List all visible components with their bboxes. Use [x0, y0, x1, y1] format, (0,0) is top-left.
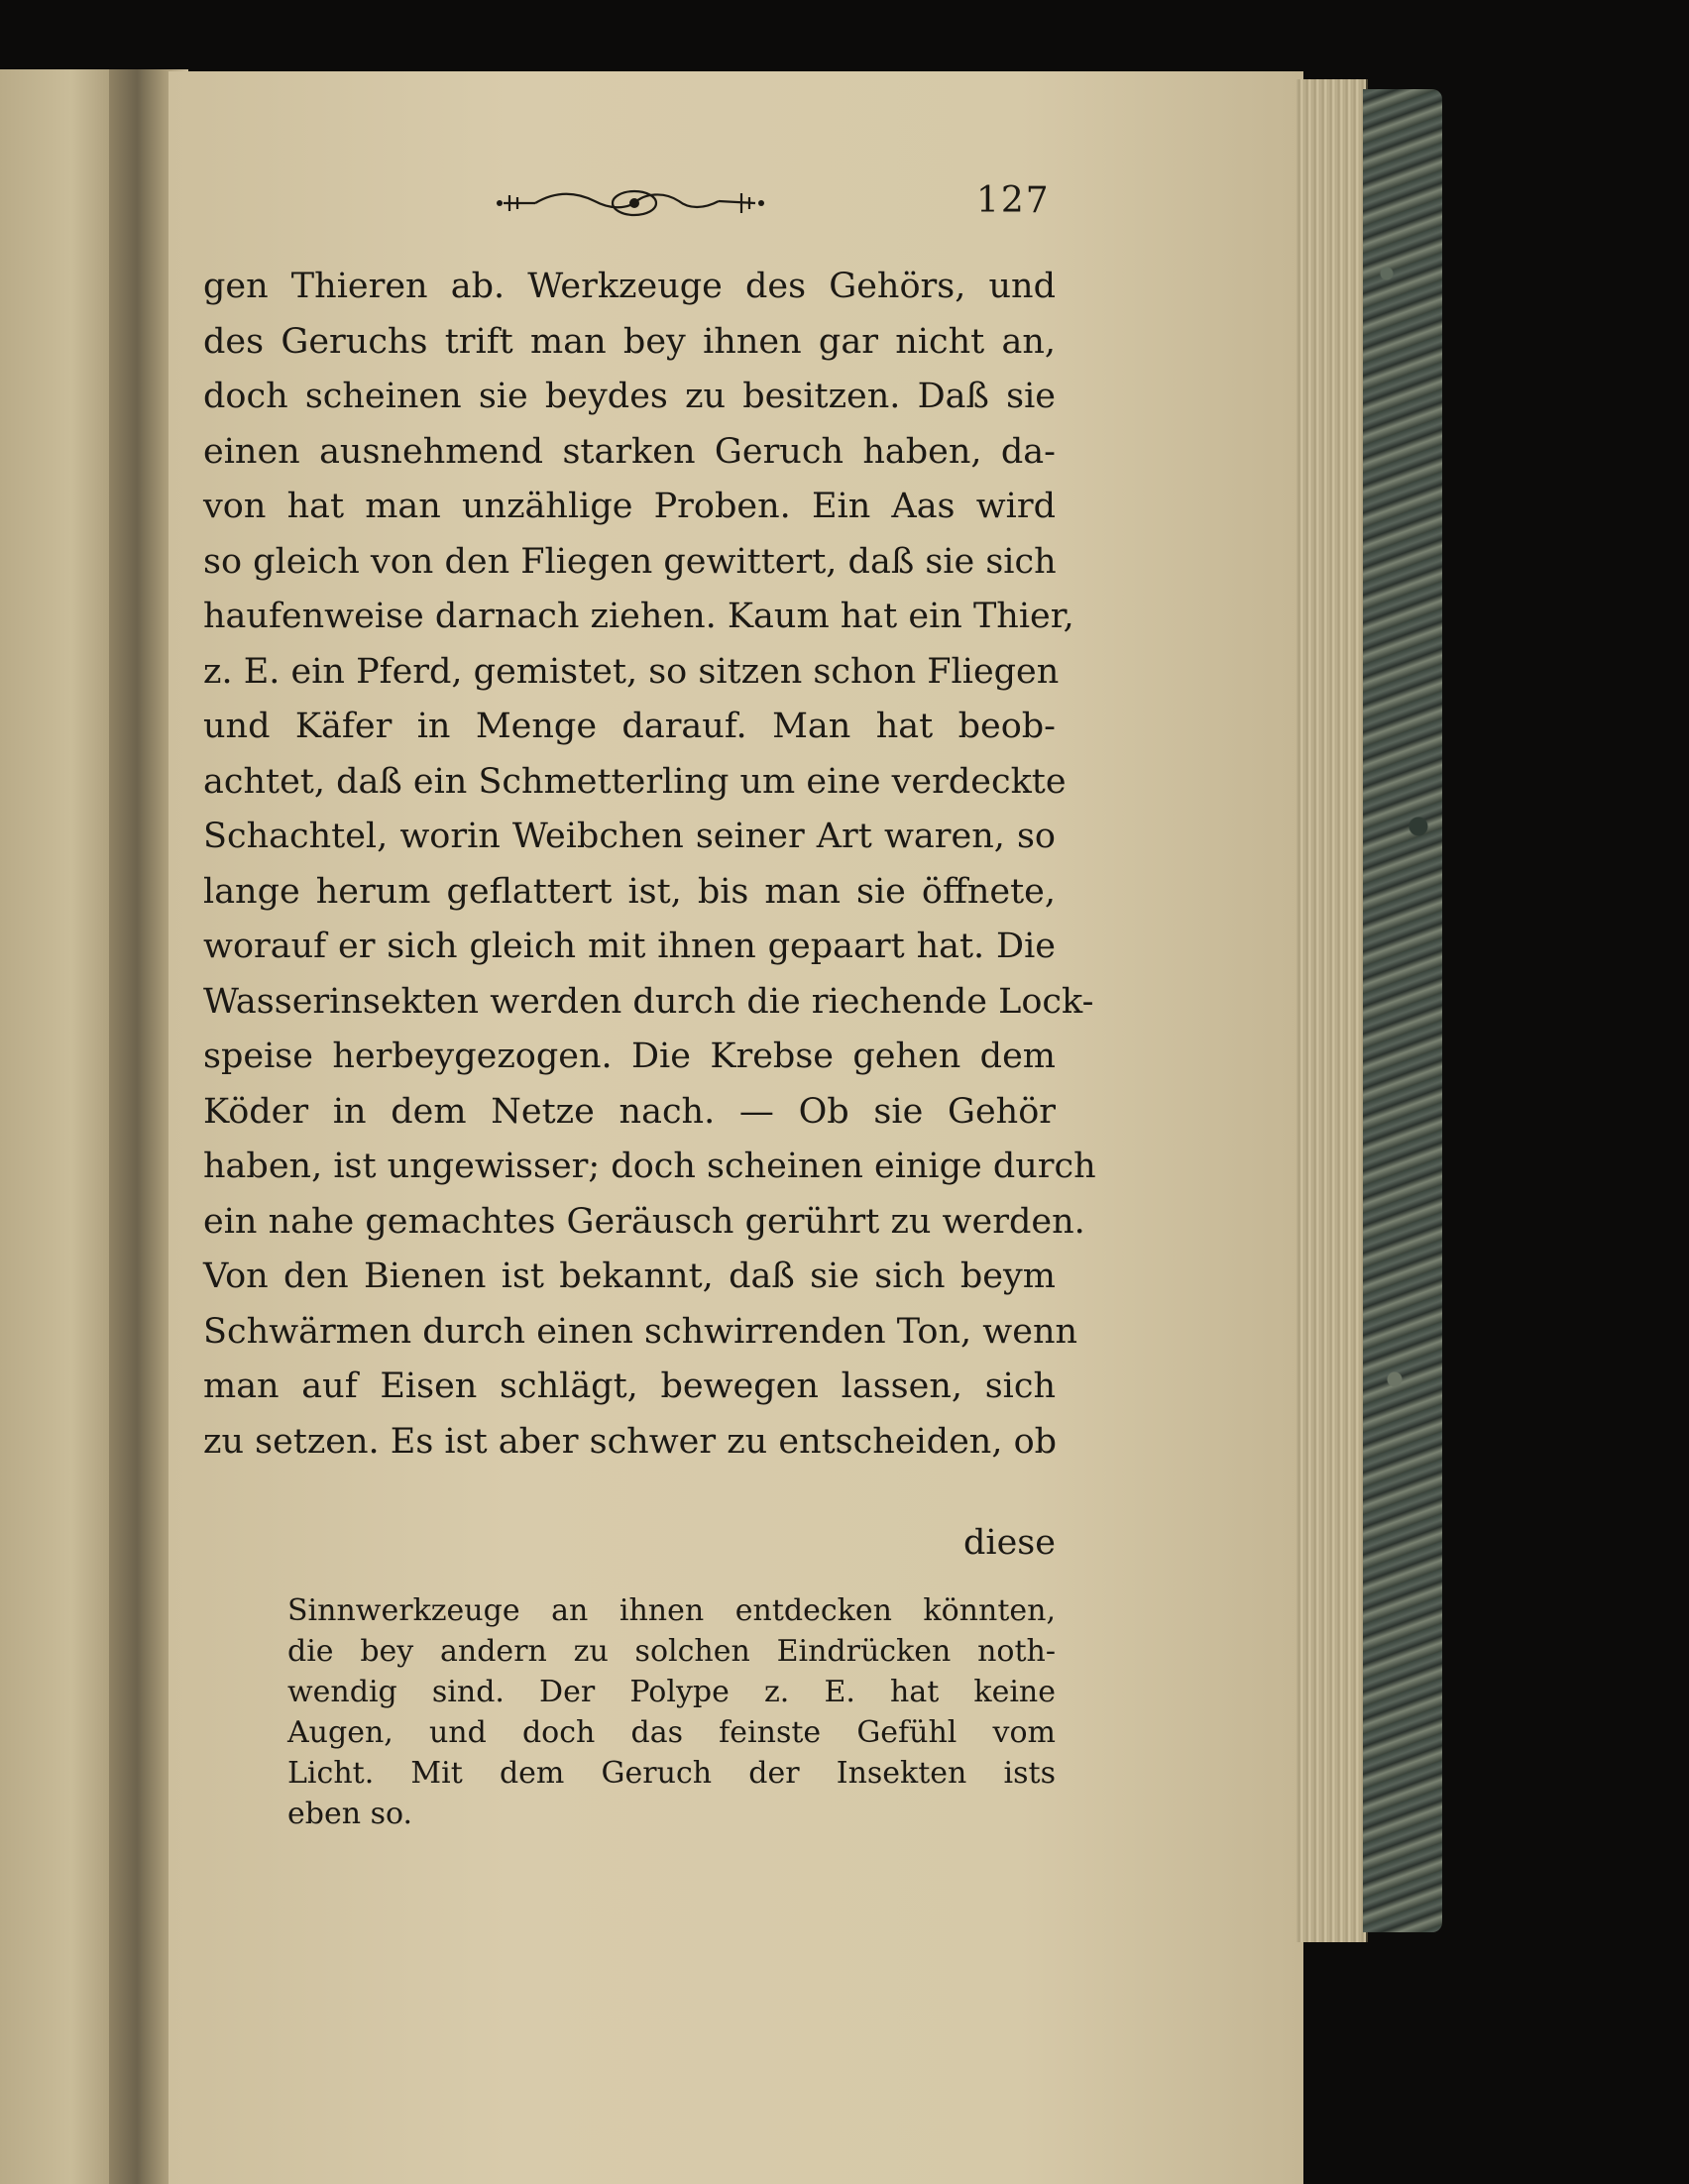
- text-line: einen ausnehmend starken Geruch haben, da-: [203, 431, 1056, 472]
- text-line: doch scheinen sie beydes zu besitzen. Daß sie: [203, 377, 1056, 416]
- marbled-cover: [1363, 89, 1442, 1932]
- footnote-line: Sinnwerkzeuge an ihnen entdecken könnten,: [287, 1593, 1056, 1628]
- text-line: und Käfer in Menge darauf. Man hat beob-: [203, 707, 1056, 746]
- footnote-line: wendig sind. Der Polype z. E. hat keine: [287, 1675, 1056, 1709]
- previous-page-edge: [0, 69, 119, 2184]
- text-line: Schwärmen durch einen schwirrenden Ton, wenn: [203, 1311, 1078, 1352]
- text-line: achtet, daß ein Schmetterling um eine verdeckte: [203, 761, 1067, 802]
- text-line: man auf Eisen schlägt, bewegen lassen, sich: [203, 1366, 1056, 1406]
- text-line: Wasserinsekten werden durch die riechende Lock-: [203, 981, 1094, 1022]
- text-line: worauf er sich gleich mit ihnen gepaart hat. Die: [203, 927, 1056, 966]
- main-text-block: [203, 260, 1096, 1470]
- text-line: ein nahe gemachtes Geräusch gerührt zu werden.: [203, 1201, 1085, 1242]
- text-line: speise herbeygezogen. Die Krebse gehen dem: [203, 1037, 1056, 1076]
- text-line: gen Thieren ab. Werkzeuge des Gehörs, und: [203, 267, 1056, 306]
- page-block-edges: [1296, 79, 1368, 1942]
- catchword: diese: [963, 1523, 1056, 1563]
- text-line: Schachtel, worin Weibchen seiner Art waren, so: [203, 817, 1056, 856]
- text-line: haben, ist ungewisser; doch scheinen einige durch: [203, 1147, 1096, 1186]
- text-line: von hat man unzählige Proben. Ein Aas wird: [203, 487, 1056, 526]
- footnote-block: [287, 1590, 1056, 1834]
- text-line: zu setzen. Es ist aber schwer zu entscheiden, ob: [203, 1421, 1058, 1462]
- text-line: Von den Bienen ist bekannt, daß sie sich beym: [203, 1256, 1056, 1296]
- text-line: haufenweise darnach ziehen. Kaum hat ein Thier,: [203, 597, 1074, 636]
- text-line: Köder in dem Netze nach. — Ob sie Gehör: [203, 1091, 1056, 1132]
- text-line: so gleich von den Fliegen gewittert, daß sie sich: [203, 541, 1057, 582]
- footnote-line: eben so.: [287, 1797, 413, 1831]
- footnote-line: die bey andern zu solchen Eindrücken noth-: [287, 1634, 1056, 1669]
- text-line: des Geruchs trift man bey ihnen gar nicht an,: [203, 321, 1056, 362]
- header-ornament: [496, 183, 773, 223]
- text-line: lange herum geflattert ist, bis man sie öffnete,: [203, 871, 1056, 912]
- text-line: z. E. ein Pferd, gemistet, so sitzen schon Fliegen: [203, 651, 1060, 692]
- footnote-line: Augen, und doch das feinste Gefühl vom: [287, 1715, 1056, 1750]
- footnote-line: Licht. Mit dem Geruch der Insekten ists: [287, 1756, 1056, 1791]
- page-number: 127: [976, 180, 1051, 221]
